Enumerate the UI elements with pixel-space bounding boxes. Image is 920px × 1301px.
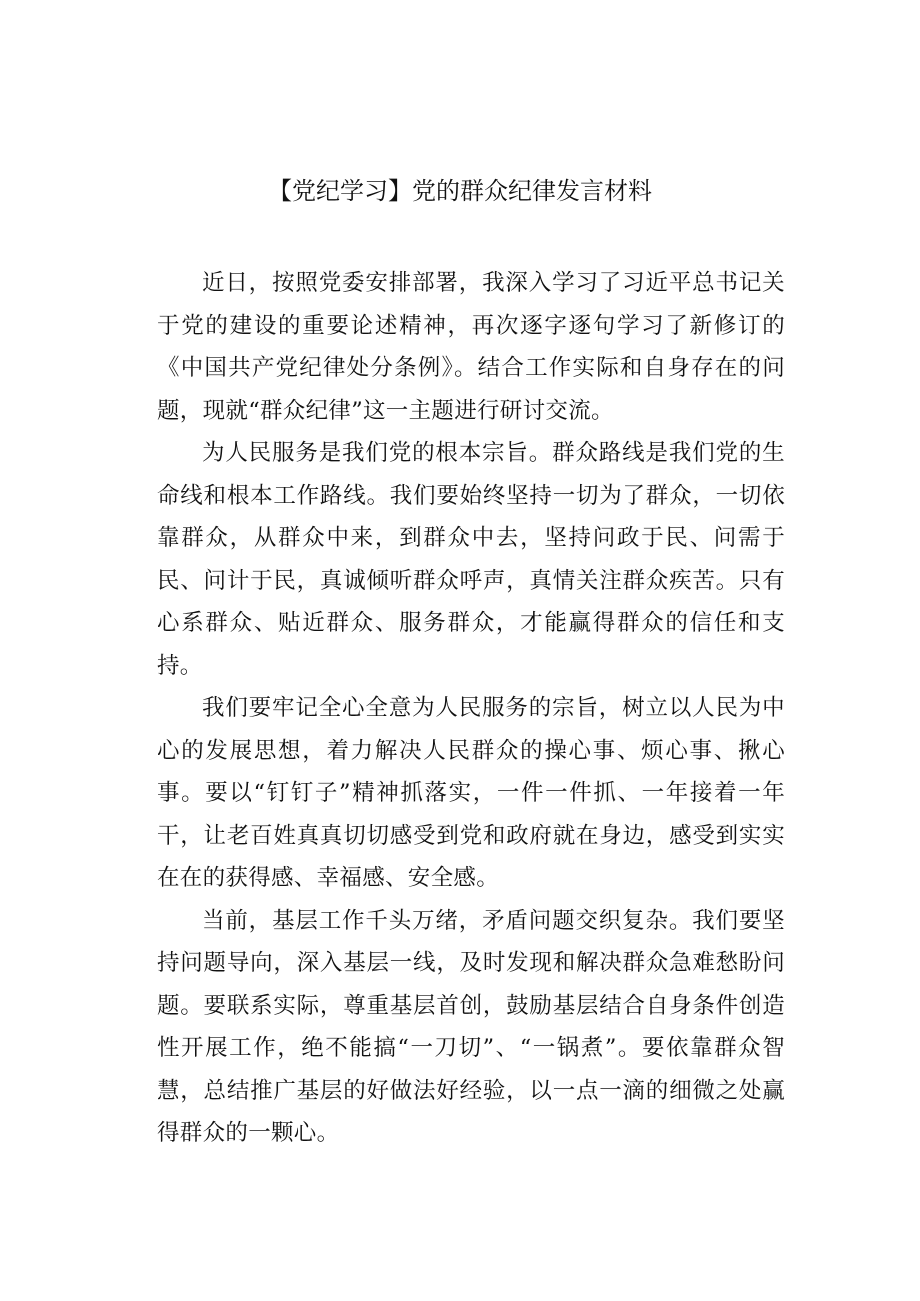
paragraph-3: 我们要牢记全心全意为人民服务的宗旨，树立以人民为中心的发展思想，着力解决人民群众的操心事、烦心事、揪心事。要以“钉钉子”精神抓落实，一件一件抓、一年接着一年干，让老百姓真真切切感受到党和政府就在身边，感受到实实在在的获得感、幸福感、安全感。 [157, 695, 785, 891]
paragraph-1: 近日，按照党委安排部署，我深入学习了习近平总书记关于党的建设的重要论述精神，再次逐字逐句学习了新修订的《中国共产党纪律处分条例》。结合工作实际和自身存在的问题，现就“群众纪律”这一主题进行研讨交流。 [157, 270, 785, 424]
paragraph-2: 为人民服务是我们党的根本宗旨。群众路线是我们党的生命线和根本工作路线。我们要始终坚持一切为了群众，一切依靠群众，从群众中来，到群众中去，坚持问政于民、问需于民、问计于民，真诚倾听群众呼声，真情关注群众疾苦。只有心系群众、贴近群众、服务群众，才能赢得群众的信任和支持。 [157, 440, 785, 679]
document-title: 【党纪学习】党的群众纪律发言材料 [268, 177, 652, 205]
document-body [157, 262, 785, 1155]
paragraph-4: 当前，基层工作千头万绪，矛盾问题交织复杂。我们要坚持问题导向，深入基层一线，及时发现和解决群众急难愁盼问题。要联系实际，尊重基层首创，鼓励基层结合自身条件创造性开展工作，绝不能搞“一刀切”、“一锅煮”。要依靠群众智慧，总结推广基层的好做法好经验，以一点一滴的细微之处赢得群众的一颗心。 [157, 907, 785, 1146]
